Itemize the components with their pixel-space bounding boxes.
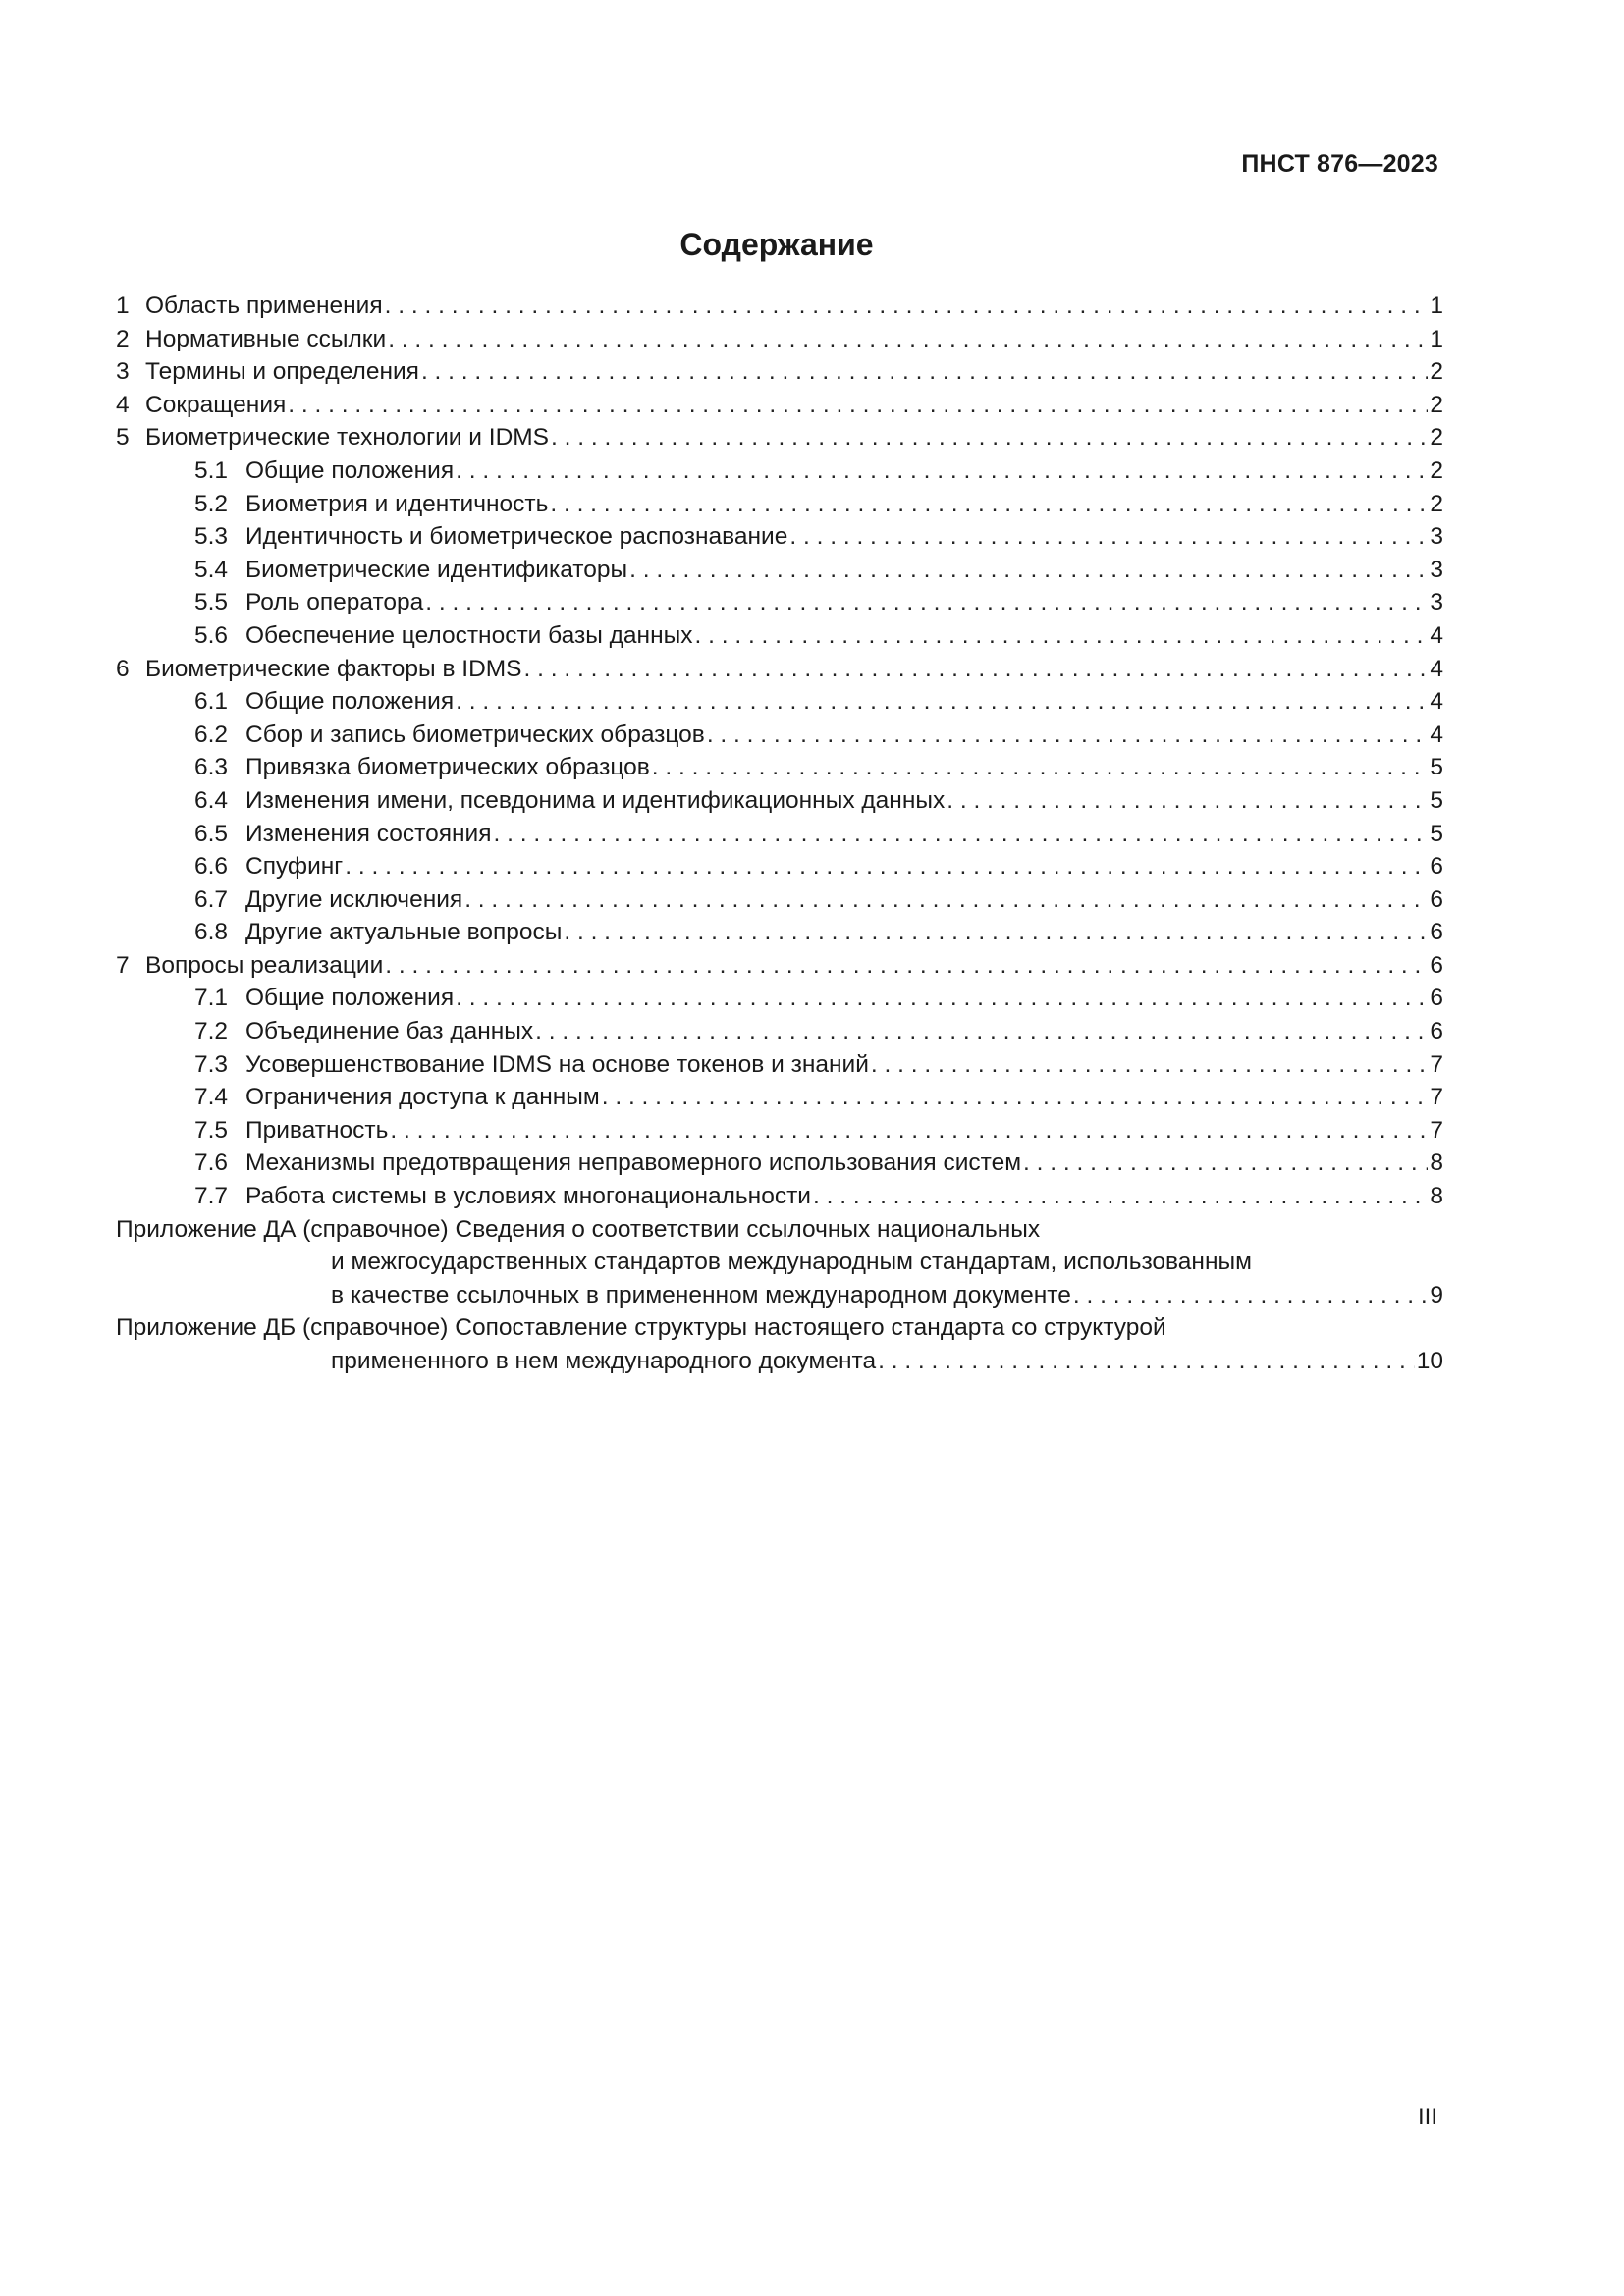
toc-entry[interactable] bbox=[116, 784, 1443, 818]
toc-dot-leader bbox=[878, 1345, 1415, 1378]
toc-dot-leader bbox=[388, 323, 1428, 356]
toc-entry-title: Термины и определения bbox=[145, 358, 419, 386]
toc-entry-number: 7.5 bbox=[194, 1116, 229, 1144]
toc-entry-page: 6 bbox=[1430, 919, 1443, 946]
toc-entry[interactable] bbox=[116, 586, 1443, 619]
toc-entry-number: 6 bbox=[116, 655, 130, 682]
toc-entry-number: 7.4 bbox=[194, 1084, 229, 1111]
toc-entry-page: 6 bbox=[1430, 885, 1443, 913]
toc-dot-leader bbox=[456, 685, 1428, 719]
toc-dot-leader bbox=[652, 751, 1429, 784]
toc-entry-page: 2 bbox=[1430, 456, 1443, 484]
toc-entry-number: 5.5 bbox=[194, 589, 229, 616]
toc-entry[interactable] bbox=[116, 1147, 1443, 1180]
toc-entry-number: 6.2 bbox=[194, 721, 229, 748]
toc-entry[interactable] bbox=[116, 421, 1443, 454]
toc-entry-title: Нормативные ссылки bbox=[145, 325, 387, 352]
toc-entry-number: 7.6 bbox=[194, 1149, 229, 1177]
toc-dot-leader bbox=[425, 586, 1428, 619]
toc-entry-number: 6.3 bbox=[194, 754, 229, 781]
toc-dot-leader bbox=[1023, 1147, 1428, 1180]
toc-entry[interactable] bbox=[116, 290, 1443, 323]
toc-entry[interactable] bbox=[116, 1048, 1443, 1082]
toc-dot-leader bbox=[947, 784, 1428, 818]
toc-entry-number: 6.1 bbox=[194, 688, 229, 716]
toc-entry-number: 6.4 bbox=[194, 786, 229, 814]
appendix-last-line bbox=[116, 1279, 1443, 1312]
toc-dot-leader bbox=[564, 916, 1428, 949]
toc-dot-leader bbox=[390, 1114, 1428, 1148]
toc-entry-title: Другие актуальные вопросы bbox=[245, 919, 563, 946]
toc-entry-number: 7.1 bbox=[194, 985, 229, 1012]
toc-entry-page: 8 bbox=[1430, 1149, 1443, 1177]
toc-entry-title: Сокращения bbox=[145, 391, 287, 418]
toc-entry-number: 5 bbox=[116, 424, 130, 452]
toc-entry-number: 4 bbox=[116, 391, 130, 418]
toc-entry-number: 5.2 bbox=[194, 490, 229, 517]
toc-entry[interactable] bbox=[116, 719, 1443, 752]
toc-entry-page: 2 bbox=[1430, 358, 1443, 386]
toc-entry-title: Другие исключения bbox=[245, 885, 463, 913]
page-title: Содержание bbox=[679, 227, 874, 262]
toc-dot-leader bbox=[1073, 1279, 1429, 1312]
toc-entry-page: 6 bbox=[1430, 1018, 1443, 1045]
toc-entry-page: 3 bbox=[1430, 556, 1443, 583]
toc-entry-number: 6.7 bbox=[194, 885, 229, 913]
toc-entry-page: 9 bbox=[1430, 1281, 1443, 1308]
toc-dot-leader bbox=[464, 883, 1428, 917]
toc-entry-title: Биометрия и идентичность bbox=[245, 490, 549, 517]
toc-entry[interactable] bbox=[116, 355, 1443, 389]
toc-entry-number: 7 bbox=[116, 951, 130, 979]
toc-entry-title: Спуфинг bbox=[245, 853, 344, 881]
toc-entry[interactable] bbox=[116, 554, 1443, 587]
toc-entry-title: Биометрические идентификаторы bbox=[245, 556, 628, 583]
toc-entry-page: 1 bbox=[1430, 293, 1443, 319]
toc-entry[interactable] bbox=[116, 685, 1443, 719]
toc-entry-page: 8 bbox=[1430, 1183, 1443, 1210]
toc-dot-leader bbox=[385, 949, 1428, 983]
toc-entry-page: 5 bbox=[1430, 754, 1443, 781]
toc-entry[interactable] bbox=[116, 653, 1443, 686]
toc-dot-leader bbox=[493, 818, 1428, 851]
toc-entry-number: 5.3 bbox=[194, 523, 229, 551]
appendix-title-line: Приложение ДА (справочное) Сведения о соответствии ссылочных национальных bbox=[116, 1215, 1041, 1243]
toc-entry-title: Механизмы предотвращения неправомерного использования систем bbox=[245, 1149, 1022, 1177]
appendix-title-line: примененного в нем международного документа bbox=[331, 1348, 877, 1374]
toc-entry-title: Вопросы реализации bbox=[145, 951, 384, 979]
toc-entry-page: 4 bbox=[1430, 621, 1443, 649]
toc-entry-number: 6.6 bbox=[194, 853, 229, 881]
toc-entry[interactable] bbox=[116, 323, 1443, 356]
toc-entry-title: Сбор и запись биометрических образцов bbox=[245, 721, 705, 748]
toc-dot-leader bbox=[789, 520, 1428, 554]
toc-entry-number: 5.1 bbox=[194, 456, 229, 484]
toc-entry-number: 2 bbox=[116, 325, 130, 352]
toc-dot-leader bbox=[524, 653, 1429, 686]
toc-entry-page: 10 bbox=[1416, 1348, 1443, 1374]
page-number: III bbox=[1417, 2104, 1437, 2130]
toc-entry[interactable] bbox=[116, 982, 1443, 1015]
toc-dot-leader bbox=[345, 850, 1428, 883]
toc-entry-page: 6 bbox=[1430, 853, 1443, 881]
toc-entry[interactable] bbox=[116, 949, 1443, 983]
toc-entry-title: Приватность bbox=[245, 1116, 389, 1144]
toc-dot-leader bbox=[385, 290, 1429, 323]
table-of-contents bbox=[116, 290, 1443, 1378]
toc-entry-page: 3 bbox=[1430, 523, 1443, 551]
toc-entry-number: 5.6 bbox=[194, 621, 229, 649]
document-code: ПНСТ 876—2023 bbox=[1241, 150, 1438, 178]
toc-dot-leader bbox=[288, 389, 1428, 422]
toc-dot-leader bbox=[456, 982, 1428, 1015]
toc-entry-number: 7.3 bbox=[194, 1050, 229, 1078]
toc-entry-page: 6 bbox=[1430, 985, 1443, 1012]
toc-entry-page: 5 bbox=[1430, 820, 1443, 847]
toc-dot-leader bbox=[707, 719, 1429, 752]
toc-entry[interactable] bbox=[116, 916, 1443, 949]
toc-entry-title: Общие положения bbox=[245, 985, 455, 1012]
toc-entry-number: 5.4 bbox=[194, 556, 229, 583]
toc-entry-number: 1 bbox=[116, 293, 130, 319]
toc-entry-page: 7 bbox=[1430, 1050, 1443, 1078]
toc-entry[interactable] bbox=[116, 883, 1443, 917]
toc-entry[interactable] bbox=[116, 454, 1443, 488]
toc-entry-title: Идентичность и биометрическое распознавание bbox=[245, 523, 788, 551]
toc-entry-page: 4 bbox=[1430, 688, 1443, 716]
toc-entry-number: 3 bbox=[116, 358, 130, 386]
toc-dot-leader bbox=[629, 554, 1428, 587]
toc-dot-leader bbox=[456, 454, 1428, 488]
toc-entry[interactable] bbox=[116, 1081, 1443, 1114]
toc-entry[interactable] bbox=[116, 751, 1443, 784]
toc-dot-leader bbox=[421, 355, 1428, 389]
toc-entry-title: Усовершенствование IDMS на основе токенов и знаний bbox=[245, 1050, 869, 1078]
toc-entry-page: 6 bbox=[1430, 951, 1443, 979]
toc-dot-leader bbox=[535, 1015, 1428, 1048]
toc-entry-title: Биометрические технологии и IDMS bbox=[145, 424, 550, 452]
toc-entry[interactable] bbox=[116, 1015, 1443, 1048]
toc-entry-title: Общие положения bbox=[245, 688, 455, 716]
toc-entry[interactable] bbox=[116, 818, 1443, 851]
toc-entry-page: 1 bbox=[1430, 325, 1443, 352]
toc-entry-title: Привязка биометрических образцов bbox=[245, 754, 650, 781]
toc-entry[interactable] bbox=[116, 389, 1443, 422]
toc-entry-page: 4 bbox=[1430, 655, 1443, 682]
toc-entry-title: Роль оператора bbox=[245, 589, 424, 616]
toc-entry-title: Общие положения bbox=[245, 456, 455, 484]
toc-entry-title: Изменения имени, псевдонима и идентификационных данных bbox=[245, 786, 946, 814]
toc-entry-title: Обеспечение целостности базы данных bbox=[245, 621, 693, 649]
toc-appendix-entry[interactable] bbox=[116, 1311, 1443, 1377]
toc-entry-title: Область применения bbox=[145, 293, 383, 319]
appendix-title-line: и межгосударственных стандартов международным стандартам, использованным bbox=[331, 1249, 1252, 1276]
toc-entry[interactable] bbox=[116, 1114, 1443, 1148]
toc-entry-title: Изменения состояния bbox=[245, 820, 492, 847]
toc-entry-page: 4 bbox=[1430, 721, 1443, 748]
toc-entry-page: 3 bbox=[1430, 589, 1443, 616]
toc-entry-title: Биометрические факторы в IDMS bbox=[145, 655, 522, 682]
toc-entry-number: 6.5 bbox=[194, 820, 229, 847]
toc-entry-number: 7.7 bbox=[194, 1183, 229, 1210]
toc-entry-page: 2 bbox=[1430, 424, 1443, 452]
appendix-title-line: Приложение ДБ (справочное) Сопоставление структуры настоящего стандарта со структурой bbox=[116, 1314, 1166, 1342]
toc-entry-page: 2 bbox=[1430, 391, 1443, 418]
toc-entry-title: Работа системы в условиях многонациональности bbox=[245, 1183, 811, 1210]
toc-entry-title: Объединение баз данных bbox=[245, 1018, 534, 1045]
toc-entry-page: 7 bbox=[1430, 1084, 1443, 1111]
toc-entry[interactable] bbox=[116, 619, 1443, 653]
toc-entry-page: 7 bbox=[1430, 1116, 1443, 1144]
toc-entry[interactable] bbox=[116, 488, 1443, 521]
toc-dot-leader bbox=[550, 488, 1428, 521]
toc-dot-leader bbox=[694, 619, 1428, 653]
toc-dot-leader bbox=[813, 1180, 1428, 1213]
toc-dot-leader bbox=[871, 1048, 1428, 1082]
toc-entry-title: Ограничения доступа к данным bbox=[245, 1084, 600, 1111]
toc-entry[interactable] bbox=[116, 520, 1443, 554]
toc-dot-leader bbox=[602, 1081, 1429, 1114]
appendix-title-line: в качестве ссылочных в примененном международном документе bbox=[331, 1281, 1071, 1308]
appendix-last-line bbox=[116, 1345, 1443, 1378]
toc-entry-page: 2 bbox=[1430, 490, 1443, 517]
toc-entry-number: 6.8 bbox=[194, 919, 229, 946]
toc-entry-page: 5 bbox=[1430, 786, 1443, 814]
toc-entry[interactable] bbox=[116, 850, 1443, 883]
toc-entry[interactable] bbox=[116, 1180, 1443, 1213]
toc-appendix-entry[interactable] bbox=[116, 1213, 1443, 1312]
toc-entry-number: 7.2 bbox=[194, 1018, 229, 1045]
toc-dot-leader bbox=[551, 421, 1428, 454]
